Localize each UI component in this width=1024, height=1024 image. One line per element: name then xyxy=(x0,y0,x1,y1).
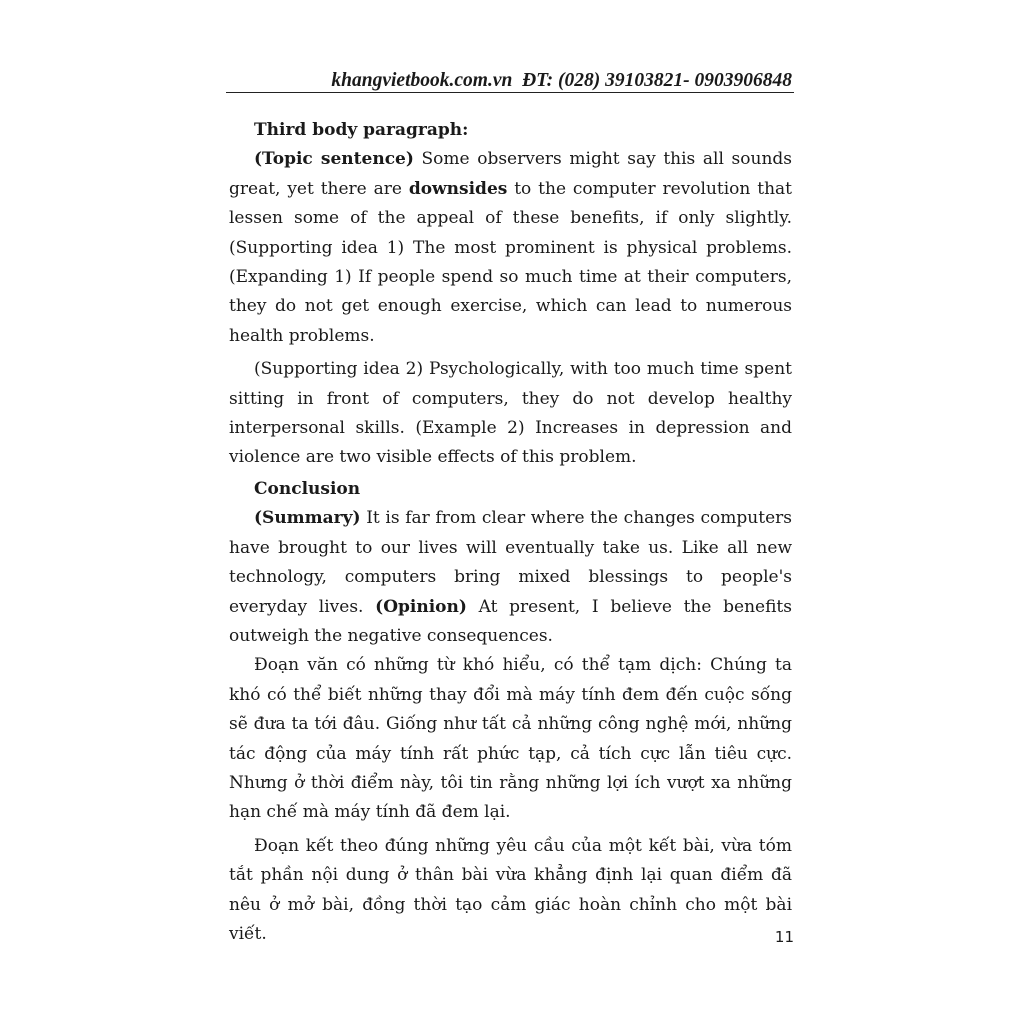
running-header xyxy=(226,70,792,92)
header-rule xyxy=(226,92,794,93)
vietnamese-translation-paragraph: Đoạn văn có những từ khó hiểu, có thể tạm dịch: Chúng ta khó có thể biết những thay đổi mà máy tính đem đến cuộc sống sẽ đưa ta tới đâu. Giống như tất cả những công nghệ mới, những tác động của máy tính rất phức tạp, cả tích cực lẫn tiêu cực. Nhưng ở thời điểm này, tôi tin rằng những lợi ích vượt xa những hạn chế mà máy tính đã đem lại. xyxy=(229,655,792,823)
opinion-label: (Opinion) xyxy=(375,596,467,617)
summary-text: It is far from clear where the changes computers have brought to our lives will eventually take us. Like all new technology, computers bring mixed blessings to people's everyday lives. xyxy=(229,508,792,617)
topic-text-b: to the computer revolution that lessen some of the appeal of these benefits, if only slightly. (Supporting idea 1) The most prominent is physical problems. (Expanding 1) If people spend so much time at their computers, they do not get enough exercise, which can lead to numerous health problems. xyxy=(229,178,792,346)
supporting-idea-2-paragraph: (Supporting idea 2) Psychologically, with too much time spent sitting in front of computers, they do not develop healthy interpersonal skills. (Example 2) Increases in depression and violence are two visible effects of this problem. xyxy=(229,359,792,468)
third-body-heading: Third body paragraph: xyxy=(254,120,469,140)
summary-label: (Summary) xyxy=(254,508,361,529)
topic-text-a: Some observers might say this all sounds great, yet there are xyxy=(229,149,792,199)
vietnamese-commentary-paragraph: Đoạn kết theo đúng những yêu cầu của một kết bài, vừa tóm tắt phần nội dung ở thân bài vừa khẳng định lại quan điểm đã nêu ở mở bài, đồng thời tạo cảm giác hoàn chỉnh cho một bài viết. xyxy=(229,835,792,944)
header-phone: ĐT: (028) 39103821- 0903906848 xyxy=(522,70,792,91)
page-body xyxy=(229,116,792,949)
opinion-text: At present, I believe the benefits outweigh the negative consequences. xyxy=(229,596,792,646)
header-website: khangvietbook.com.vn xyxy=(331,70,513,91)
topic-sentence-label: (Topic sentence) xyxy=(254,149,414,170)
conclusion-paragraph xyxy=(229,504,792,651)
third-body-paragraph xyxy=(229,145,792,351)
page-number: 11 xyxy=(774,928,794,946)
downsides-word: downsides xyxy=(408,178,508,199)
conclusion-heading: Conclusion xyxy=(254,478,361,499)
